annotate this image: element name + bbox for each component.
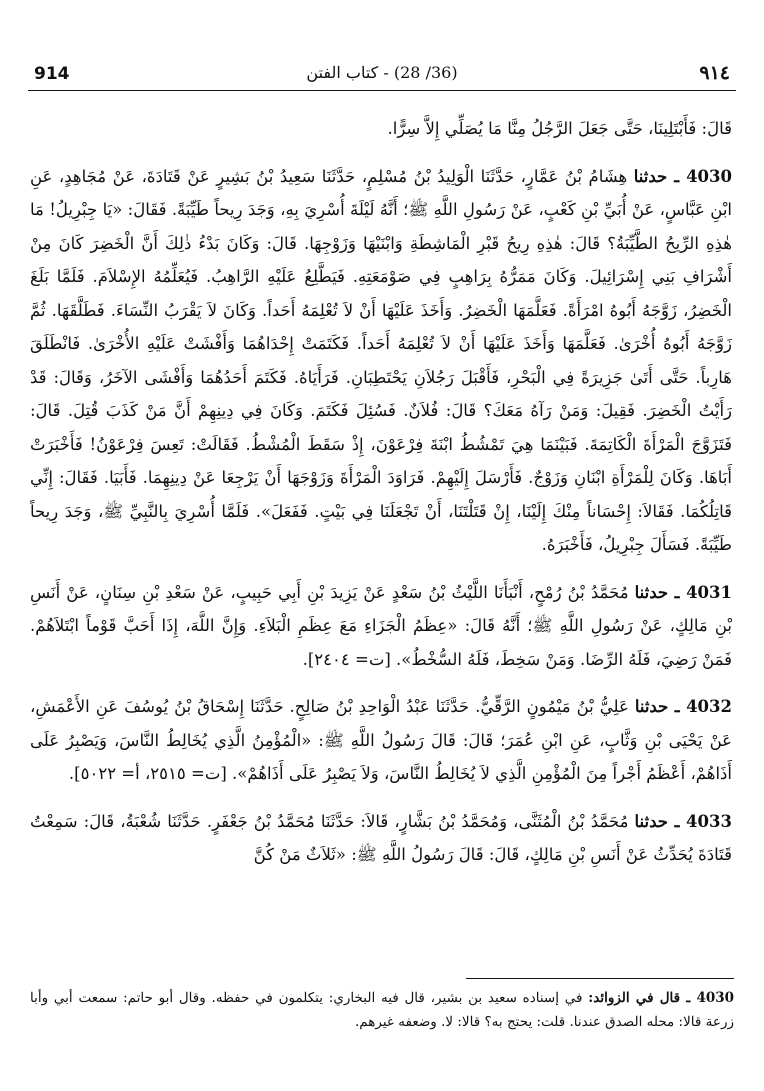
footnote-divider	[466, 978, 734, 979]
hadith-number: 4030	[686, 166, 733, 186]
page-number-arabic: ٩١٤	[699, 62, 730, 84]
hadith-4030	[30, 160, 732, 562]
hadith-4031	[30, 576, 732, 677]
paragraph-text: قَالَ: فَأَبْتَلِينَا، حَتَّى جَعَلَ الرَّجُلُ مِنَّا مَا يُصَلِّي إِلاَّ سِرًّا.	[387, 119, 732, 138]
hadith-number: 4033	[686, 811, 732, 831]
page-number-latin: 914	[34, 64, 70, 84]
hadith-text: عَلِيُّ بْنُ مَيْمُونٍ الرَّقِّيُّ. حَدَّثَنَا عَبْدُ الْوَاحِدِ بْنُ صَالِحٍ. حَدَّثَنَا إِسْحَاقُ بْنُ يُوسُفَ عَنِ الأَعْمَشِ، عَنْ يَحْيَى بْنِ وَثَّابٍ، عَنِ ابْنِ عُمَرَ؛ قَالَ: قَالَ رَسُولُ اللَّهِ ﷺ: «الْمُؤْمِنُ الَّذِي يُخَالِطُ النَّاسَ، وَيَصْبِرُ عَلَى أَذَاهُمْ، أَعْظَمُ أَجْراً مِنَ الْمُؤْمِنِ الَّذِي لاَ يُخَالِطُ النَّاسَ، وَلاَ يَصْبِرُ عَلَى أَذَاهُمْ». [ت= ٢٥١٥، أ= ٥٠٢٢].	[30, 697, 732, 783]
footnote-lead: ـ قال في الزوائد:	[588, 990, 691, 1006]
hadith-lead: ـ حدثنا	[633, 166, 680, 186]
footnote-number: 4030	[696, 990, 735, 1006]
hadith-lead: ـ حدثنا	[634, 582, 680, 602]
footnote	[30, 986, 734, 1034]
hadith-4032	[30, 690, 732, 791]
hadith-text: هِشَامُ بْنُ عَمَّارٍ، حَدَّثَنَا الْوَلِيدُ بْنُ مُسْلِمٍ، حَدَّثَنَا سَعِيدُ بْنُ بَشِيرٍ عَنْ قَتَادَةَ، عَنْ مُجَاهِدٍ، عَنِ ابْنِ عَبَّاسٍ، عَنْ أُبَيِّ بْنِ كَعْبٍ، عَنْ رَسُولِ اللَّهِ ﷺ؛ أَنَّهُ لَيْلَةَ أُسْرِيَ بِهِ، وَجَدَ رِيحاً طَيِّبَةً. فَقَالَ: «يَا جِبْرِيلُ! مَا هٰذِهِ الرِّيحُ الطَّيِّبَةُ؟ قَالَ: هٰذِهِ رِيحُ قَبْرِ الْمَاشِطَةِ وَابْنَيْهَا وَزَوْجِهَا. قَالَ: وَكَانَ بَدْءُ ذٰلِكَ أَنَّ الْخَضِرَ كَانَ مِنْ أَشْرَافِ بَنِي إِسْرَائِيلَ. وَكَانَ مَمَرُّهُ بِرَاهِبٍ فِي صَوْمَعَتِهِ. فَيَطَّلِعُ عَلَيْهِ الرَّاهِبُ. فَيُعَلِّمُهُ الإِسْلاَمَ. فَلَمَّا بَلَغَ الْخَضِرُ، زَوَّجَهُ أَبُوهُ امْرَأَةً. فَعَلَّمَهَا الْخَضِرُ. وَأَخَذَ عَلَيْهَا أَنْ لاَ تُعْلِمَهُ أَحَداً. وَكَانَ لاَ يَقْرَبُ النِّسَاءَ. فَطَلَّقَهَا. ثُمَّ زَوَّجَهُ أَبُوهُ أُخْرَىٰ. فَعَلَّمَهَا وَأَخَذَ عَلَيْهَا أَنْ لاَ تُعْلِمَهُ أَحَداً. فَكَتَمَتْ إِحْدَاهُمَا وَأَفْشَتْ عَلَيْهِ الأُخْرَىٰ. فَانْطَلَقَ هَارِباً. حَتَّى أَتَىٰ جَزِيرَةً فِي الْبَحْرِ، فَأَقْبَلَ رَجُلاَنِ يَحْتَطِبَانِ. فَرَأَيَاهُ. فَكَتَمَ أَحَدُهُمَا وَأَفْشَى الآخَرُ، وَقَالَ: قَدْ رَأَيْتُ الْخَضِرَ. فَقِيلَ: وَمَنْ رَآهُ مَعَكَ؟ قَالَ: فُلاَنٌ. فَسُئِلَ فَكَتَمَ. وَكَانَ فِي دِينِهِمْ أَنَّ مَنْ كَذَبَ قُتِلَ. قَالَ: فَتَزَوَّجَ الْمَرْأَةَ الْكَاتِمَةَ. فَبَيْنَمَا هِيَ تَمْشُطُ ابْنَةَ فِرْعَوْنَ، إِذْ سَقَطَ الْمُشْطُ. فَقَالَتْ: تَعِسَ فِرْعَوْنُ! فَأَخْبَرَتْ أَبَاهَا. وَكَانَ لِلْمَرْأَةِ ابْنَانِ وَزَوْجٌ. فَأَرْسَلَ إِلَيْهِمْ. فَرَاوَدَ الْمَرْأَةَ وَزَوْجَهَا أَنْ يَرْجِعَا عَنْ دِينِهِمَا. فَأَبَيَا. فَقَالَ: إِنِّي قَاتِلُكُمَا. فَقَالاَ: إِحْسَاناً مِنْكَ إِلَيْنَا، إِنْ قَتَلْتَنَا، أَنْ تَجْعَلَنَا فِي بَيْتٍ. فَفَعَلَ». فَلَمَّا أُسْرِيَ بِالنَّبِيِّ ﷺ، وَجَدَ رِيحاً طَيِّبَةً. فَسَأَلَ جِبْرِيلُ، فَأَخْبَرَهُ.	[30, 166, 732, 554]
hadith-lead: ـ حدثنا	[634, 697, 680, 716]
hadith-text: مُحَمَّدُ بْنُ رُمْحٍ، أَنْبَأَنَا اللَّيْثُ بْنُ سَعْدٍ عَنْ يَزِيدَ بْنِ أَبِي حَبِيبٍ، عَنْ سَعْدِ بْنِ سِنَانٍ، عَنْ أَنَسِ بْنِ مَالِكٍ، عَنْ رَسُولِ اللَّهِ ﷺ؛ أَنَّهُ قَالَ: «عِظَمُ الْجَزَاءِ مَعَ عِظَمِ الْبَلاَءِ. وَإِنَّ اللَّهَ، إِذَا أَحَبَّ قَوْماً ابْتَلاَهُمْ. فَمَنْ رَضِيَ، فَلَهُ الرِّضَا. وَمَنْ سَخِطَ، فَلَهُ السُّخْطُ». [ت= ٢٤٠٤].	[30, 582, 732, 669]
hadith-continuation	[30, 112, 732, 146]
page-header	[28, 60, 736, 91]
hadith-number: 4031	[686, 582, 732, 602]
running-title: (36/ 28) - كتاب الفتن	[306, 63, 458, 82]
main-text	[30, 112, 732, 931]
hadith-text: مُحَمَّدُ بْنُ الْمُثَنَّى، وَمُحَمَّدُ بْنُ بَشَّارٍ، قَالاَ: حَدَّثَنَا مُحَمَّدُ بْنُ جَعْفَرٍ. حَدَّثَنَا شُعْبَةُ، قَالَ: سَمِعْتُ قَتَادَةَ يُحَدِّثُ عَنْ أَنَسِ بْنِ مَالِكٍ، قَالَ: قَالَ رَسُولُ اللَّهِ ﷺ: «ثَلاَثٌ مَنْ كُنَّ	[30, 811, 732, 864]
hadith-lead: ـ حدثنا	[634, 811, 680, 831]
hadith-number: 4032	[686, 697, 733, 716]
hadith-4033	[30, 805, 732, 872]
footnote-text: في إسناده سعيد بن بشير، قال فيه البخاري: يتكلمون في حفظه. وقال أبو حاتم: سمعت أبي وأبا زرعة قالا: محله الصدق عندنا. قلت: يحتج به؟ قالا: لا. وضعفه غيرهم.	[30, 990, 734, 1030]
